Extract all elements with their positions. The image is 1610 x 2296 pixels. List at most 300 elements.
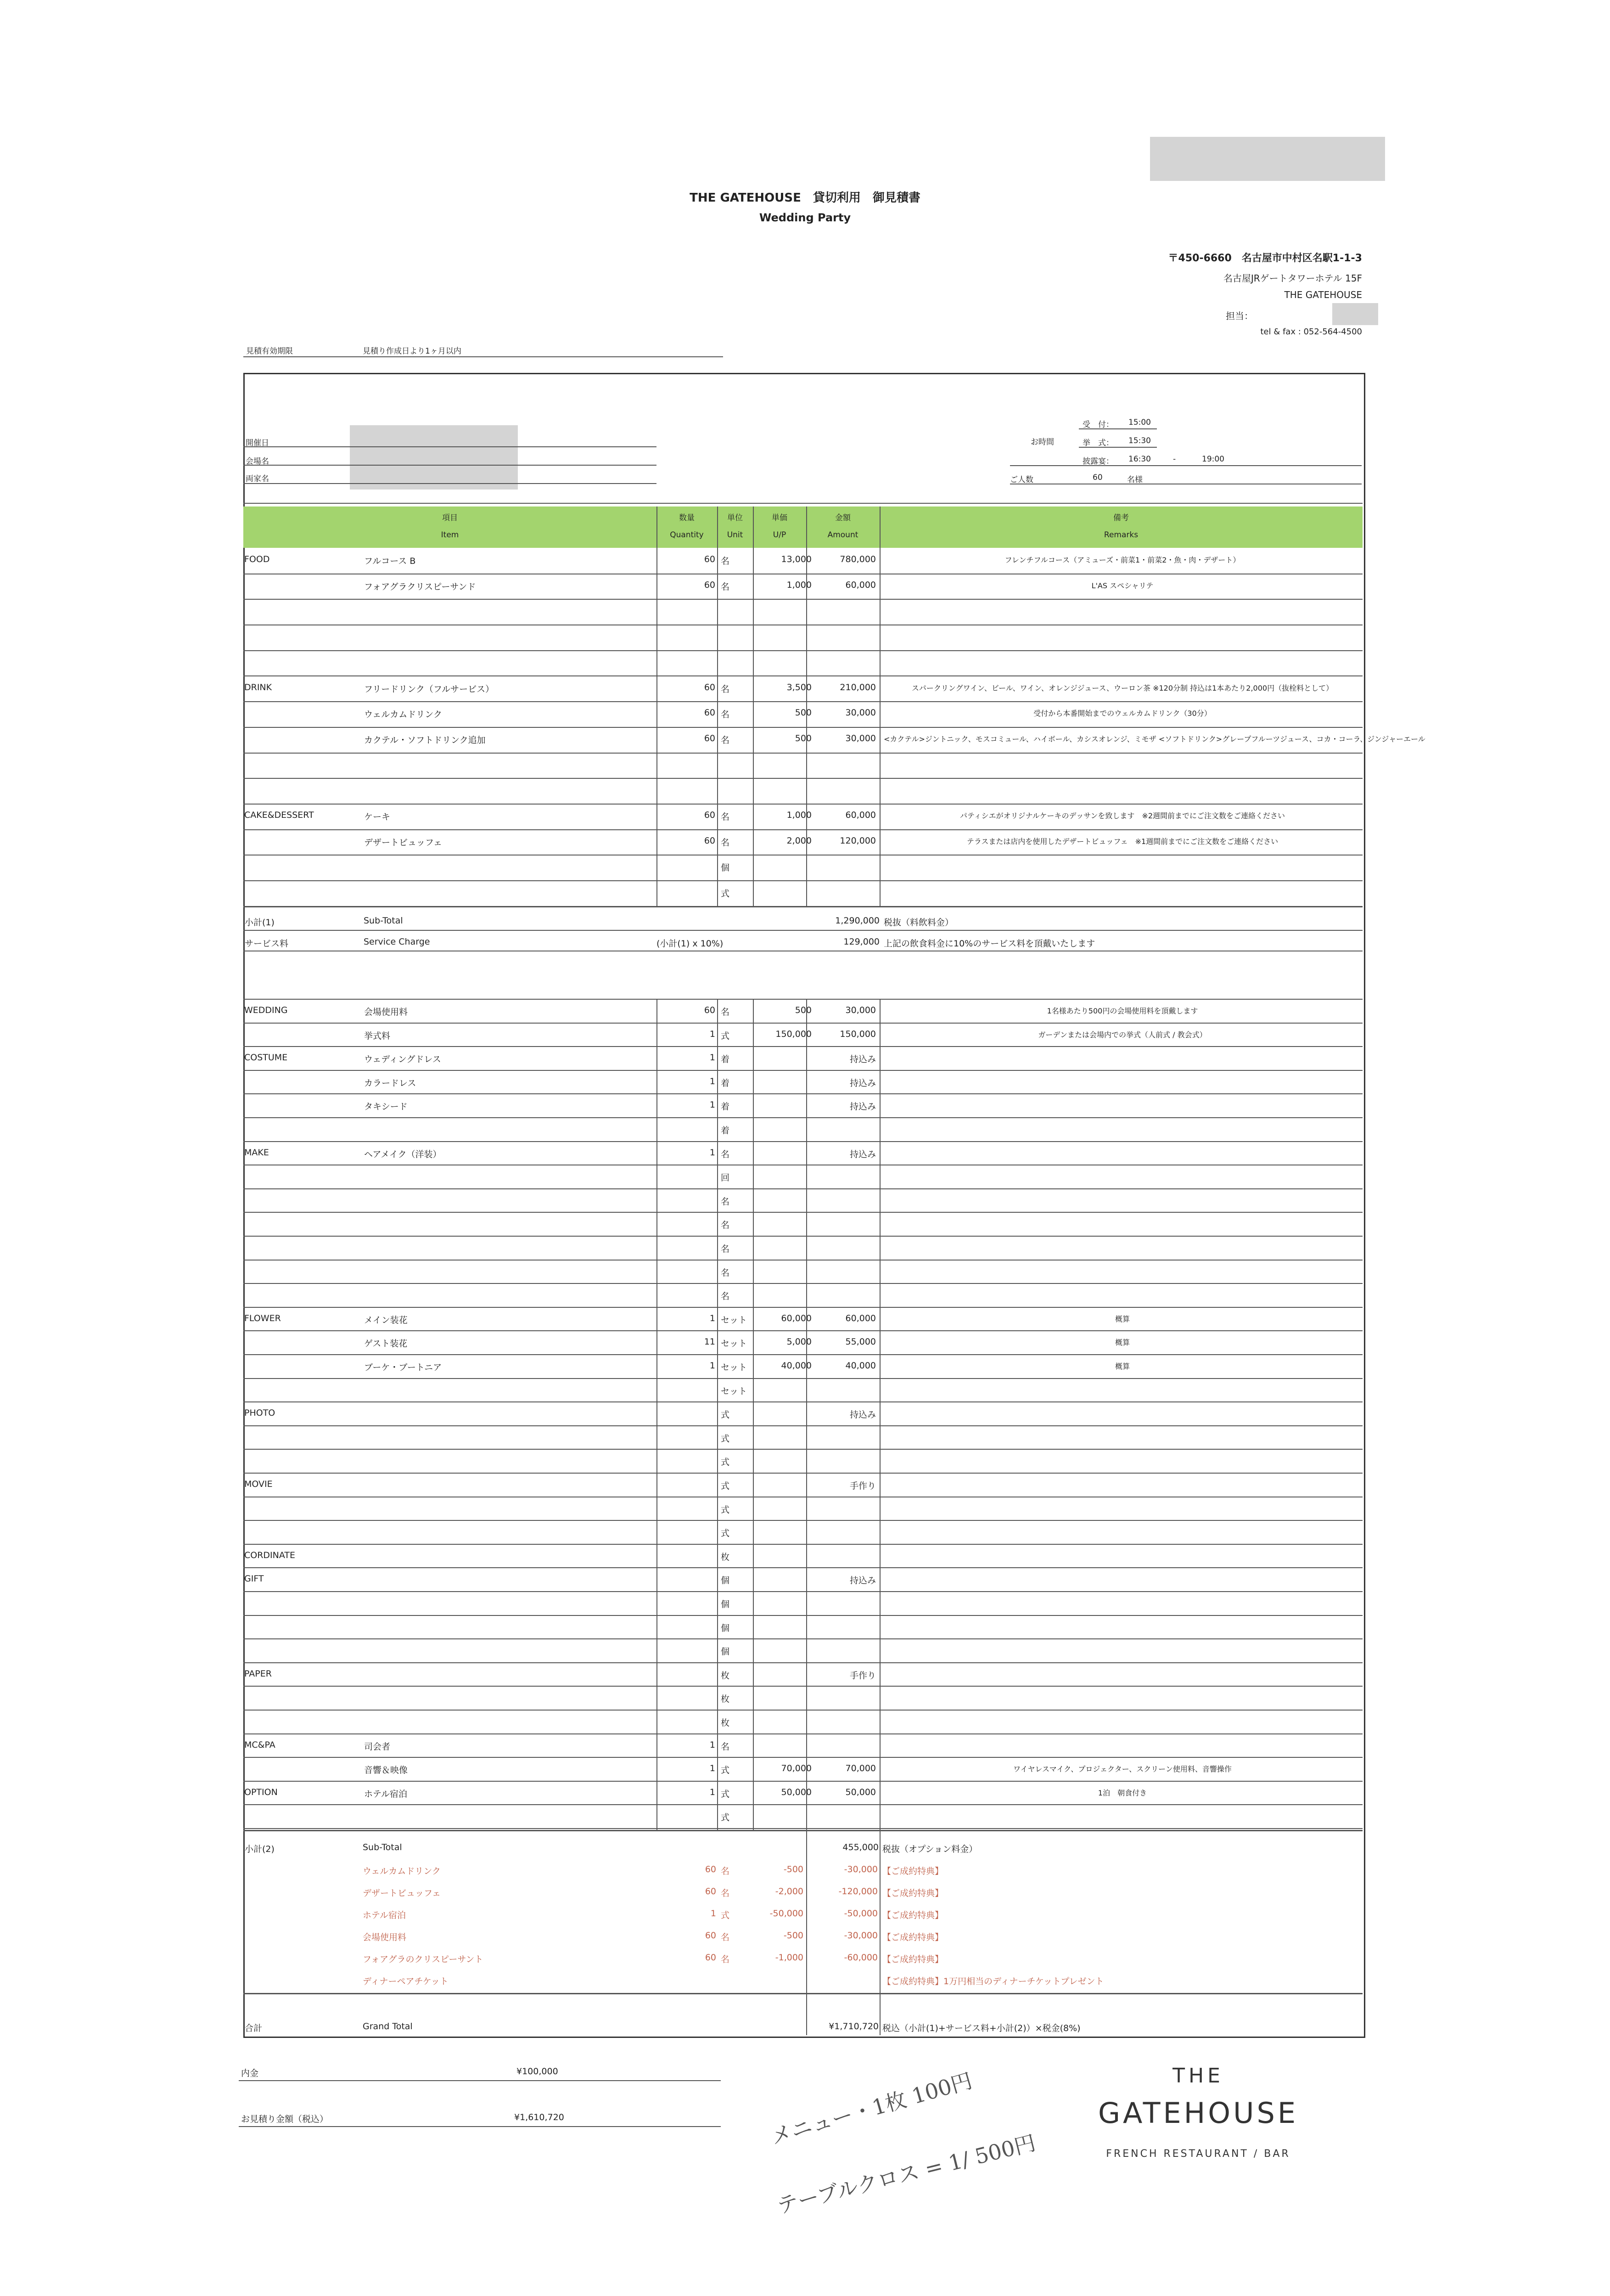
table-row	[243, 1615, 1363, 1640]
amount-cell: 30,000	[845, 708, 876, 718]
table-row	[243, 1236, 1363, 1261]
service-en: Service Charge	[364, 937, 430, 947]
table-row	[243, 1449, 1363, 1474]
unit-price-cell: 500	[795, 1005, 812, 1015]
discount-item: デザートビュッフェ	[363, 1888, 441, 1898]
remarks-cell: L'AS スペシャリテ	[1091, 581, 1154, 590]
table-row	[243, 1638, 1363, 1663]
table-row	[243, 1283, 1363, 1308]
company-line: THE GATEHOUSE	[1284, 289, 1362, 300]
category-cell: MC&PA	[244, 1739, 275, 1750]
discount-quantity: 60	[705, 1953, 716, 1963]
item-cell: ホテル宿泊	[364, 1789, 408, 1799]
venue-label: 会場名	[246, 457, 269, 466]
header-qty-en: Quantity	[670, 530, 704, 540]
amount-cell: 手作り	[849, 1670, 876, 1681]
remarks-cell: 概算	[1115, 1362, 1130, 1371]
category-cell: PAPER	[244, 1668, 272, 1679]
subtotal1-remark: 税抜（料飲料金）	[884, 917, 954, 928]
remarks-cell: ワイヤレスマイク、プロジェクター、スクリーン使用料、音響操作	[1013, 1765, 1232, 1774]
header-unit-en: Unit	[727, 530, 743, 540]
table-row	[243, 1591, 1363, 1616]
discount-unit-price: -2,000	[775, 1886, 803, 1896]
header-item-jp: 項目	[442, 513, 458, 523]
header-up-en: U/P	[773, 530, 786, 540]
discount-unit: 名	[721, 1954, 730, 1964]
category-cell: COSTUME	[244, 1052, 288, 1063]
unit-cell: 式	[721, 889, 730, 899]
item-cell: ウェディングドレス	[364, 1054, 441, 1065]
item-cell: デザートビュッフェ	[364, 837, 443, 848]
remarks-cell: 1泊 朝食付き	[1098, 1788, 1147, 1797]
validity-value: 見積り作成日より1ヶ月以内	[363, 347, 461, 356]
table-row	[243, 1165, 1363, 1189]
amount-cell: 30,000	[845, 1005, 876, 1015]
document-subtitle: Wedding Party	[759, 211, 851, 224]
subtotal1-amount: 1,290,000	[835, 916, 880, 926]
table-row	[243, 1070, 1363, 1095]
table-row	[243, 1401, 1363, 1426]
table-row	[243, 1425, 1363, 1450]
category-cell: MAKE	[244, 1147, 269, 1158]
quantity-cell: 60	[704, 835, 715, 846]
table-row	[243, 1733, 1363, 1758]
header-unit-jp: 単位	[727, 513, 743, 523]
amount-cell: 210,000	[840, 682, 876, 692]
document-title: THE GATEHOUSE 貸切利用 御見積書	[690, 191, 920, 205]
remarks-cell: 1名様あたり500円の会場使用料を頂戴します	[1047, 1007, 1198, 1015]
unit-cell: 個	[721, 1599, 730, 1609]
table-row	[243, 1046, 1363, 1071]
divider	[243, 465, 656, 466]
unit-cell: 名	[721, 1196, 730, 1207]
table-row	[243, 1330, 1363, 1355]
item-cell: カラードレス	[364, 1078, 416, 1088]
address-line: 〒450-6660 名古屋市中村区名駅1-1-3	[1168, 253, 1362, 264]
unit-price-cell: 13,000	[781, 554, 812, 564]
service-calc: (小計(1) x 10%)	[656, 939, 724, 949]
remarks-cell: 概算	[1115, 1314, 1130, 1323]
table-row	[243, 1757, 1363, 1782]
unit-price-cell: 500	[795, 708, 812, 718]
unit-cell: 枚	[721, 1670, 730, 1681]
subtotal1-en: Sub-Total	[364, 916, 403, 926]
table-row	[243, 829, 1363, 856]
service-amount: 129,000	[843, 937, 880, 947]
guests-label: ご人数	[1010, 475, 1033, 484]
table-row	[243, 1023, 1363, 1047]
table-row	[243, 1260, 1363, 1284]
discount-quantity: 60	[705, 1886, 716, 1896]
unit-cell: 名	[721, 1149, 730, 1159]
quantity-cell: 60	[704, 682, 715, 692]
subtotal1-label: 小計(1)	[245, 917, 275, 928]
table-row	[243, 1567, 1363, 1592]
guests-unit: 名様	[1127, 475, 1143, 484]
deposit-value: ¥100,000	[516, 2066, 558, 2077]
unit-price-cell: 40,000	[781, 1361, 812, 1371]
unit-cell: 個	[721, 1623, 730, 1633]
grand-total-en: Grand Total	[363, 2021, 413, 2032]
redacted-block	[1332, 303, 1378, 325]
subtotal2-label: 小計(2)	[245, 1844, 275, 1854]
item-cell: フルコース B	[364, 556, 416, 566]
category-cell: FLOWER	[244, 1313, 281, 1323]
remarks-cell: 受付から本番開始までのウェルカムドリンク（30分）	[1033, 709, 1212, 718]
remarks-cell: フレンチフルコース（アミューズ・前菜1・前菜2・魚・肉・デザート）	[1004, 556, 1240, 564]
grand-total-remark: 税込（小計(1)+サービス料+小計(2)）×税金(8%)	[882, 2023, 1081, 2033]
unit-price-cell: 60,000	[781, 1313, 812, 1323]
event-date-label: 開催日	[246, 439, 269, 448]
item-cell: ケーキ	[364, 812, 391, 822]
amount-cell: 持込み	[849, 1149, 876, 1159]
unit-cell: 着	[721, 1102, 730, 1112]
table-row	[243, 701, 1363, 728]
unit-price-cell: 1,000	[786, 810, 812, 820]
header-amount-jp: 金額	[835, 513, 851, 523]
unit-cell: 枚	[721, 1552, 730, 1562]
handwritten-note-menu: メニュー・1枚 100円	[768, 2068, 975, 2150]
unit-cell: 名	[721, 1267, 730, 1278]
item-cell: フォアグラクリスピーサンド	[364, 581, 476, 592]
party-dash: -	[1173, 455, 1176, 464]
party-label: 披露宴：	[1083, 457, 1114, 466]
category-cell: FOOD	[244, 554, 270, 564]
unit-price-cell: 50,000	[781, 1787, 812, 1797]
hotel-line: 名古屋JRゲートタワーホテル 15F	[1223, 273, 1362, 284]
unit-price-cell: 5,000	[786, 1337, 812, 1347]
unit-cell: 式	[721, 1457, 730, 1468]
quantity-cell: 1	[709, 1029, 715, 1039]
item-cell: フリードリンク（フルサービス）	[364, 684, 494, 694]
discount-remark: 【ご成約特典】	[882, 1954, 944, 1964]
table-row	[243, 727, 1425, 754]
table-row	[243, 1378, 1363, 1403]
amount-cell: 持込み	[849, 1054, 876, 1065]
table-row	[243, 574, 1363, 600]
table-row	[243, 1662, 1363, 1687]
staff-label: 担当：	[1226, 310, 1253, 321]
item-cell: 挙式料	[364, 1030, 391, 1041]
discount-unit: 式	[721, 1910, 730, 1920]
quantity-cell: 60	[704, 554, 715, 564]
unit-cell: 式	[721, 1528, 730, 1539]
table-row	[243, 676, 1363, 703]
unit-cell: 名	[721, 1741, 730, 1752]
discount-quantity: 1	[710, 1908, 716, 1919]
logo-the: THE	[1172, 2064, 1224, 2088]
party-end: 19:00	[1202, 455, 1224, 464]
discount-amount: -30,000	[844, 1930, 878, 1941]
quantity-cell: 60	[704, 580, 715, 590]
grand-total-label: 合計	[245, 2023, 263, 2033]
unit-cell: セット	[721, 1386, 747, 1396]
unit-cell: 名	[721, 735, 730, 745]
discount-item: 会場使用料	[363, 1932, 407, 1942]
table-row	[243, 1188, 1363, 1213]
amount-cell: 30,000	[845, 733, 876, 743]
amount-cell: 50,000	[845, 1787, 876, 1797]
table-row	[243, 1686, 1363, 1711]
item-cell: 音響＆映像	[364, 1765, 408, 1776]
discount-amount: -50,000	[844, 1908, 878, 1919]
table-row	[243, 1093, 1363, 1118]
category-cell: GIFT	[244, 1574, 264, 1584]
header-qty-jp: 数量	[679, 513, 695, 523]
remarks-cell: <カクテル>ジントニック、モスコミュール、ハイボール、カシスオレンジ、ミモザ <ソフトドリンク>グレープフルーツジュース、コカ・コーラ、ジンジャーエール	[884, 734, 1425, 743]
amount-cell: 60,000	[845, 810, 876, 820]
discount-unit: 名	[721, 1932, 730, 1942]
unit-cell: 名	[721, 1007, 730, 1017]
table-row	[243, 999, 1363, 1024]
divider	[243, 356, 723, 357]
party-start: 16:30	[1128, 455, 1151, 464]
table-row	[243, 1473, 1363, 1497]
family-label: 両家名	[246, 474, 269, 484]
item-cell: タキシード	[364, 1102, 408, 1112]
reception-time: 15:00	[1128, 418, 1151, 427]
divider	[243, 483, 656, 484]
table-row	[243, 1544, 1363, 1569]
item-cell: ブーケ・ブートニア	[364, 1362, 442, 1373]
item-cell: ヘアメイク（洋装）	[364, 1149, 442, 1159]
unit-cell: 名	[721, 1220, 730, 1231]
unit-cell: 名	[721, 1291, 730, 1302]
column-line	[880, 1830, 881, 2035]
amount-cell: 120,000	[840, 835, 876, 846]
category-cell: WEDDING	[244, 1005, 288, 1015]
divider	[1079, 428, 1157, 429]
divider	[1010, 465, 1362, 466]
unit-price-cell: 1,000	[786, 580, 812, 590]
item-cell: メイン装花	[364, 1315, 408, 1325]
divider	[239, 2126, 721, 2127]
table-row	[243, 1141, 1363, 1166]
discount-unit-price: -500	[783, 1864, 803, 1874]
item-cell: 会場使用料	[364, 1007, 408, 1017]
category-cell: DRINK	[244, 682, 272, 692]
header-amount-en: Amount	[827, 530, 858, 540]
subtotal2-amount: 455,000	[842, 1842, 879, 1852]
unit-cell: 名	[721, 709, 730, 720]
unit-cell: 回	[721, 1173, 730, 1183]
discount-remark: 【ご成約特典】	[882, 1866, 944, 1876]
unit-price-cell: 150,000	[775, 1029, 812, 1039]
unit-cell: 式	[721, 1433, 730, 1444]
amount-cell: 持込み	[849, 1078, 876, 1088]
amount-cell: 780,000	[840, 554, 876, 564]
service-remark: 上記の飲食料金に10%のサービス料を頂戴いたします	[884, 939, 1095, 949]
table-row	[243, 548, 1363, 574]
unit-cell: 着	[721, 1054, 730, 1065]
unit-price-cell: 3,500	[786, 682, 812, 692]
time-label: お時間	[1031, 438, 1054, 447]
unit-cell: 枚	[721, 1694, 730, 1705]
quantity-cell: 60	[704, 733, 715, 743]
unit-cell: セット	[721, 1315, 747, 1325]
amount-cell: 持込み	[849, 1102, 876, 1112]
logo-tagline: FRENCH RESTAURANT / BAR	[1106, 2148, 1290, 2160]
table-row	[243, 778, 1363, 805]
remarks-cell: 概算	[1115, 1338, 1130, 1347]
unit-cell: 名	[721, 837, 730, 848]
table-row	[243, 1307, 1363, 1332]
table-row	[243, 1212, 1363, 1237]
remarks-cell: テラスまたは店内を使用したデザートビュッフェ ※1週間前までにご注文数をご連絡ください	[966, 837, 1279, 846]
unit-price-cell: 500	[795, 733, 812, 743]
category-cell: PHOTO	[244, 1408, 275, 1418]
discount-unit-price: -1,000	[775, 1953, 803, 1963]
table-row	[243, 855, 1363, 881]
discount-unit: 名	[721, 1888, 730, 1898]
subtotal2-en: Sub-Total	[363, 1842, 402, 1852]
table-row	[243, 1497, 1363, 1521]
quantity-cell: 1	[709, 1052, 715, 1063]
amount-cell: 150,000	[840, 1029, 876, 1039]
deposit-label: 内金	[241, 2068, 259, 2078]
item-cell: カクテル・ソフトドリンク追加	[364, 735, 486, 745]
divider	[243, 1993, 1363, 1994]
estimate-label: お見積り金額（税込）	[241, 2114, 329, 2124]
quantity-cell: 1	[709, 1076, 715, 1086]
logo-name: GATEHOUSE	[1098, 2096, 1299, 2130]
table-row	[243, 1710, 1363, 1734]
item-cell: ウェルカムドリンク	[364, 709, 442, 720]
discount-item: ウェルカムドリンク	[363, 1866, 441, 1876]
table-row	[243, 625, 1363, 651]
divider	[243, 906, 1363, 907]
table-row	[243, 804, 1363, 830]
reception-label: 受 付：	[1083, 420, 1114, 429]
unit-cell: 式	[721, 1812, 730, 1823]
ceremony-time: 15:30	[1128, 436, 1151, 445]
discount-amount: -60,000	[844, 1953, 878, 1963]
discount-remark: 【ご成約特典】	[882, 1910, 944, 1920]
quantity-cell: 1	[709, 1739, 715, 1750]
quantity-cell: 1	[709, 1147, 715, 1158]
header-up-jp: 単価	[772, 513, 787, 523]
table-row	[243, 1117, 1363, 1142]
unit-price-cell: 2,000	[786, 835, 812, 846]
unit-cell: セット	[721, 1362, 747, 1373]
divider	[243, 1830, 1363, 1831]
quantity-cell: 60	[704, 708, 715, 718]
unit-cell: 枚	[721, 1718, 730, 1728]
grand-total-amount: ¥1,710,720	[829, 2021, 879, 2032]
estimate-value: ¥1,610,720	[514, 2112, 564, 2122]
divider	[243, 930, 1363, 931]
service-label: サービス料	[245, 939, 289, 949]
unit-cell: 式	[721, 1765, 730, 1776]
divider	[243, 446, 656, 447]
discount-remark: 【ご成約特典】	[882, 1932, 944, 1942]
amount-cell: 70,000	[845, 1763, 876, 1774]
table-row	[243, 599, 1363, 625]
redacted-block	[1150, 137, 1385, 181]
amount-cell: 60,000	[845, 580, 876, 590]
quantity-cell: 1	[709, 1763, 715, 1774]
remarks-cell: パティシエがオリジナルケーキのデッサンを致します ※2週間前までにご注文数をご連絡ください	[959, 811, 1285, 820]
table-row	[243, 1781, 1363, 1806]
unit-cell: 着	[721, 1125, 730, 1136]
table-row	[243, 1520, 1363, 1545]
amount-cell: 40,000	[845, 1361, 876, 1371]
table-header	[243, 506, 1363, 548]
unit-cell: 名	[721, 556, 730, 566]
quantity-cell: 60	[704, 1005, 715, 1015]
unit-cell: 式	[721, 1789, 730, 1799]
remarks-cell: スパークリングワイン、ビール、ワイン、オレンジジュース、ウーロン茶 ※120分制 持込は1本あたり2,000円（抜栓料として）	[911, 683, 1334, 692]
unit-cell: セット	[721, 1339, 747, 1349]
unit-price-cell: 70,000	[781, 1763, 812, 1774]
amount-cell: 手作り	[849, 1481, 876, 1491]
validity-label: 見積有効期限	[246, 347, 293, 356]
quantity-cell: 1	[709, 1361, 715, 1371]
header-remarks-jp: 備考	[1113, 513, 1129, 523]
item-cell: 司会者	[364, 1741, 391, 1752]
amount-cell: 持込み	[849, 1576, 876, 1586]
discount-item: フォアグラのクリスピーサント	[363, 1954, 483, 1964]
handwritten-note-tablecloth: テーブルクロス = 1/ 500円	[774, 2130, 1038, 2219]
divider	[1079, 447, 1157, 448]
quantity-cell: 60	[704, 810, 715, 820]
ceremony-label: 挙 式：	[1083, 439, 1114, 448]
table-row	[243, 1354, 1363, 1379]
discount-unit-price: -500	[783, 1930, 803, 1941]
table-row	[243, 1804, 1363, 1829]
unit-cell: 個	[721, 863, 730, 873]
quantity-cell: 1	[709, 1787, 715, 1797]
header-item-en: Item	[441, 530, 459, 540]
divider	[243, 503, 1363, 504]
table-row	[243, 880, 1363, 907]
quantity-cell: 11	[704, 1337, 715, 1347]
subtotal2-remark: 税抜（オプション料金）	[882, 1844, 978, 1854]
quantity-cell: 1	[709, 1313, 715, 1323]
unit-cell: 式	[721, 1030, 730, 1041]
category-cell: OPTION	[244, 1787, 278, 1797]
discount-amount: -30,000	[844, 1864, 878, 1874]
discount-unit: 名	[721, 1866, 730, 1876]
discount-remark: 【ご成約特典】	[882, 1888, 944, 1898]
phone-line: tel & fax : 052-564-4500	[1260, 327, 1362, 337]
category-cell: CORDINATE	[244, 1550, 296, 1560]
unit-cell: 着	[721, 1078, 730, 1088]
amount-cell: 持込み	[849, 1410, 876, 1420]
amount-cell: 55,000	[845, 1337, 876, 1347]
quantity-cell: 1	[709, 1100, 715, 1110]
unit-cell: 個	[721, 1647, 730, 1657]
unit-cell: 式	[721, 1504, 730, 1515]
guests-count: 60	[1093, 473, 1103, 482]
discount-quantity: 60	[705, 1864, 716, 1874]
unit-cell: 名	[721, 1244, 730, 1254]
discount-item: ディナーペアチケット	[363, 1976, 449, 1986]
category-cell: MOVIE	[244, 1479, 273, 1489]
unit-cell: 名	[721, 581, 730, 592]
discount-amount: -120,000	[838, 1886, 878, 1896]
discount-remark: 【ご成約特典】1万円相当のディナーチケットプレゼント	[882, 1976, 1104, 1986]
table-row	[243, 753, 1363, 779]
item-cell: ゲスト装花	[364, 1339, 408, 1349]
unit-cell: 名	[721, 812, 730, 822]
unit-cell: 名	[721, 684, 730, 694]
divider	[239, 2080, 721, 2081]
unit-cell: 式	[721, 1481, 730, 1491]
header-remarks-en: Remarks	[1104, 530, 1139, 540]
discount-item: ホテル宿泊	[363, 1910, 406, 1920]
unit-cell: 式	[721, 1410, 730, 1420]
